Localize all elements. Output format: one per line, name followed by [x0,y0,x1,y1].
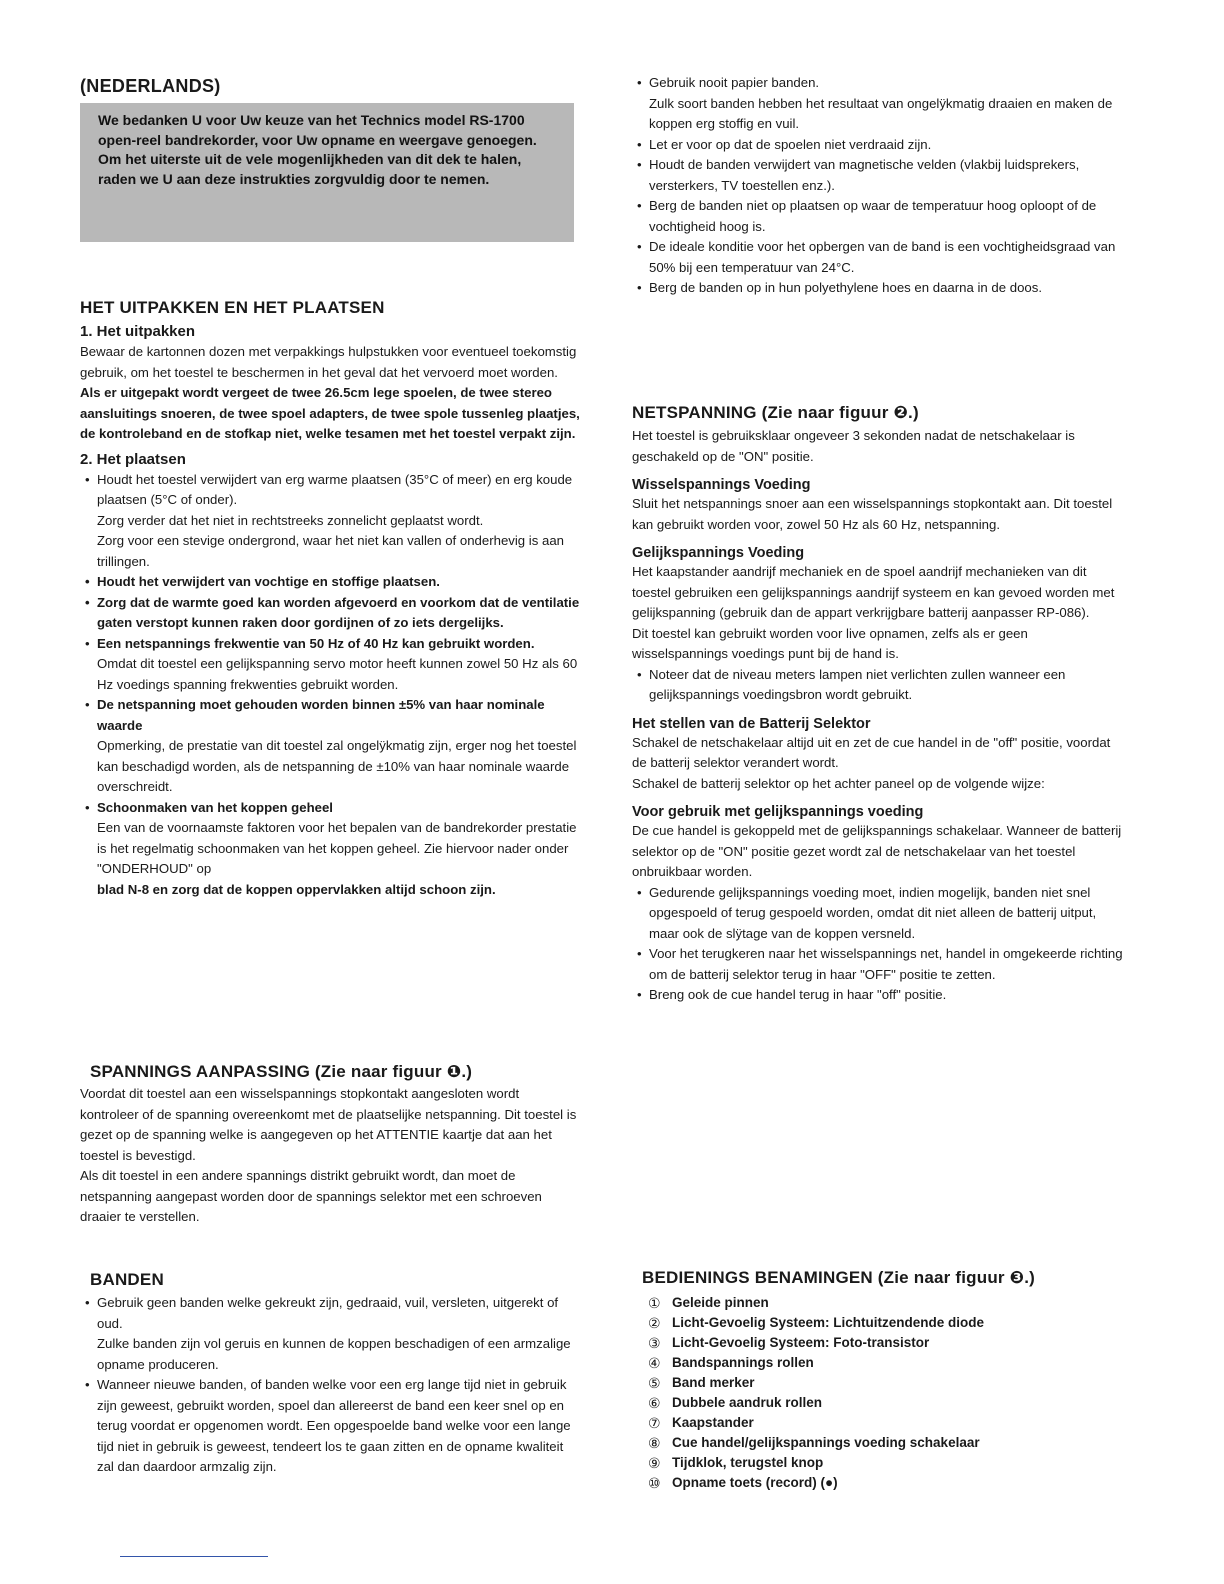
controls-title: BEDIENINGS BENAMINGEN (Zie naar figuur ❸.) [642,1268,1036,1287]
tapes-list [80,1293,580,1478]
dc-use-title: Voor gebruik met gelijkspannings voeding [632,804,924,820]
mains-p1: Het toestel is gebruiksklaar ongeveer 3 sekonden nadat de netschakelaar is geschakeld op de "ON" positie. [632,428,1075,464]
mains-section [632,403,1126,1006]
list-item: • De netspanning moet gehouden worden binnen ±5% van haar nominale waarde Opmerking, de prestatie van dit toestel zal ongelÿkmatig zijn, erger nog het toestel kan beschadigd worden, als de netspanning de ±10% van haar nominale waarde overschreidt. [80,695,580,798]
footer-rule [120,1556,268,1557]
mains-title: NETSPANNING (Zie naar figuur ❷.) [632,403,919,422]
intro-paragraph: We bedanken U voor Uw keuze van het Technics model RS-1700 open-reel bandrekorder, voor Uw opname en weergave genoegen. [98,112,537,148]
list-item: • Houdt het toestel verwijdert van erg warme plaatsen (35°C of meer) en erg koude plaatsen (5°C of onder). Zorg verder dat het niet in rechtstreeks zonnelicht geplaatst wordt. Zorg voor een stevige ondergrond, waar het niet kan vallen of onderhevig is aan trillingen. [80,470,580,573]
list-item: ④ Bandspannings rollen [648,1355,814,1371]
list-item: • Schoonmaken van het koppen geheel Een van de voornaamste faktoren voor het bepalen van de bandrekorder prestatie is het regelmatig schoonmaken van het koppen geheel. Zie hiervoor nader onder "ONDERHOUD" op blad N-8 en zorg dat de koppen oppervlakken altijd schoon zijn. [80,798,580,901]
unpacking-sub1-title: 1. Het uitpakken [80,323,196,340]
intro-paragraph: Om het uiterste uit de vele mogenlijkheden van dit dek te halen, raden we U aan deze instrukties zorgvuldig door te nemen. [98,151,522,187]
voltage-section [80,1062,580,1228]
list-item: • Gebruik nooit papier banden. Zulk soort banden hebben het resultaat van ongelÿkmatig draaien en maken de koppen erg stoffig en vuil. [632,73,1126,135]
list-item: • Noteer dat de niveau meters lampen niet verlichten zullen wanneer een gelijkspannings voedingsbron wordt gebruikt. [632,665,1126,706]
selector-title: Het stellen van de Batterij Selektor [632,715,871,732]
list-item: • Een netspannings frekwentie van 50 Hz of 40 Hz kan gebruikt worden. Omdat dit toestel een gelijkspanning servo motor heeft kunnen zowel 50 Hz als 60 Hz voedings spanning frekwenties gebruikt worden. [80,634,580,696]
dc-title: Gelijkspannings Voeding [632,545,805,561]
list-item: • Berg de banden op in hun polyethylene hoes en daarna in de doos. [632,278,1126,299]
list-item: • Breng ook de cue handel terug in haar "off" positie. [632,985,1126,1006]
list-item: • Gebruik geen banden welke gekreukt zijn, gedraaid, vuil, versleten, uitgerekt of oud. Zulke banden zijn vol geruis en kunnen de koppen beschadigen of een armzalige opname produceren. [80,1293,580,1375]
list-item: • Houdt de banden verwijdert van magnetische velden (vlakbij luidsprekers, versterkers, TV toestellen enz.). [632,155,1126,196]
language-heading: (NEDERLANDS) [80,76,221,96]
ac-text: Sluit het netspannings snoer aan een wisselspannings stopkontakt aan. Dit toestel kan gebruikt worden voor, zowel 50 Hz als 60 Hz, netspanning. [632,496,1113,532]
right-column [632,0,1126,1584]
list-item: • Voor het terugkeren naar het wisselspannings net, handel in omgekeerde richting om de batterij selektor terug in haar "OFF" positie te zetten. [632,944,1126,985]
list-item: ⑤ Band merker [648,1375,755,1391]
list-item: ⑧ Cue handel/gelijkspannings voeding schakelaar [648,1435,980,1451]
tapes-continued [632,73,1126,299]
controls-list [632,1293,1126,1493]
list-item: • Berg de banden niet op plaatsen op waar de temperatuur hoog oploopt of de vochtigheid hoog is. [632,196,1126,237]
dc-text2: Dit toestel kan gebruikt worden voor live opnamen, zelfs als er geen wisselspannings voedings punt bij de hand is. [632,625,1028,661]
list-item: ① Geleide pinnen [648,1295,769,1311]
list-item: ⑦ Kaapstander [648,1415,754,1431]
left-column [80,0,580,1584]
list-item: ⑩ Opname toets (record) (●) [648,1475,838,1491]
unpacking-sub1-bold: Als er uitgepakt wordt vergeet de twee 26.5cm lege spoelen, de twee stereo aansluitings snoeren, de twee spoel adapters, de twee spole tussenleg plaatjes, de kontroleband en de stofkap niet, welke tesamen met het toestel verpakt zijn. [80,385,580,441]
selector-text2: Schakel de batterij selektor op het achter paneel op de volgende wijze: [632,775,1045,791]
voltage-p2: Als dit toestel in een andere spannings distrikt gebruikt wordt, dan moet de netspanning aangepast worden door de spannings selektor met een schroeven draaier te verstellen. [80,1168,542,1224]
dc-use-list [632,883,1126,1006]
voltage-title: SPANNINGS AANPASSING (Zie naar figuur ❶.) [90,1062,473,1081]
list-item: ③ Licht-Gevoelig Systeem: Foto-transistor [648,1335,930,1351]
tapes-section [80,1270,580,1478]
selector-text1: Schakel de netschakelaar altijd uit en zet de cue handel in de "off" positie, voordat de batterij selektor verandert wordt. [632,734,1111,770]
voltage-p1: Voordat dit toestel aan een wisselspannings stopkontakt aangesloten wordt kontroleer of de spanning overeenkomt met de plaatselijke netspanning. Dit toestel is gezet op de spanning welke is aangegeven op het ATTENTIE kaartje dat aan het toestel is bevestigd. [80,1086,577,1163]
controls-section [632,1268,1126,1493]
unpacking-section [80,298,580,900]
dc-use-text: De cue handel is gekoppeld met de gelijkspannings schakelaar. Wanneer de batterij selektor op de "ON" positie gezet wordt zal de netschakelaar van het toestel onbruikbaar worden. [632,823,1122,879]
tapes-list-continued [632,73,1126,299]
list-item: • Zorg dat de warmte goed kan worden afgevoerd en voorkom dat de ventilatie gaten verstopt kunnen raken door gordijnen of zo iets dergelijks. [80,593,580,634]
dc-note-list [632,665,1126,706]
list-item: ⑨ Tijdklok, terugstel knop [648,1455,824,1471]
list-item: ② Licht-Gevoelig Systeem: Lichtuitzendende diode [648,1315,985,1331]
unpacking-title: HET UITPAKKEN EN HET PLAATSEN [80,298,385,317]
list-item: • Wanneer nieuwe banden, of banden welke voor een erg lange tijd niet in gebruik zijn geweest, gebruikt worden, spoel dan allereerst de band een keer snel op en terug voordat er opgenomen wordt. Een opgespoelde band welke voor een lange tijd niet in gebruik is geweest, tendeert los te gaan zitten en de opname kwaliteit zal dan daardoor armzalig zijn. [80,1375,580,1478]
placement-list [80,470,580,901]
unpacking-sub2-title: 2. Het plaatsen [80,450,186,468]
unpacking-sub1-text: Bewaar de kartonnen dozen met verpakkings hulpstukken voor eventueel toekomstig gebruik, om het toestel te beschermen in het geval dat het vervoerd moet worden. [80,344,577,380]
list-item: • Gedurende gelijkspannings voeding moet, indien mogelijk, banden niet snel opgespoeld of terug gespoeld worden, omdat dit niet alleen de batterij uitput, maar ook de slÿtage van de koppen versneld. [632,883,1126,945]
list-item: • Let er voor op dat de spoelen niet verdraaid zijn. [632,135,1126,156]
list-item: ⑥ Dubbele aandruk rollen [648,1395,823,1411]
tapes-title: BANDEN [90,1270,164,1289]
ac-title: Wisselspannings Voeding [632,477,811,493]
list-item: • Houdt het verwijdert van vochtige en stoffige plaatsen. [80,572,580,593]
list-item: • De ideale konditie voor het opbergen van de band is een vochtigheidsgraad van 50% bij een temperatuur van 24°C. [632,237,1126,278]
dc-text1: Het kaapstander aandrijf mechaniek en de spoel aandrijf mechanieken van dit toestel gebruiken een gelijkspannings aandrijf systeem en kan gevoed worden met gelijkspanning (gebruik dan de appart verkrijgbare batterij aanpasser RP-086). [632,564,1115,620]
